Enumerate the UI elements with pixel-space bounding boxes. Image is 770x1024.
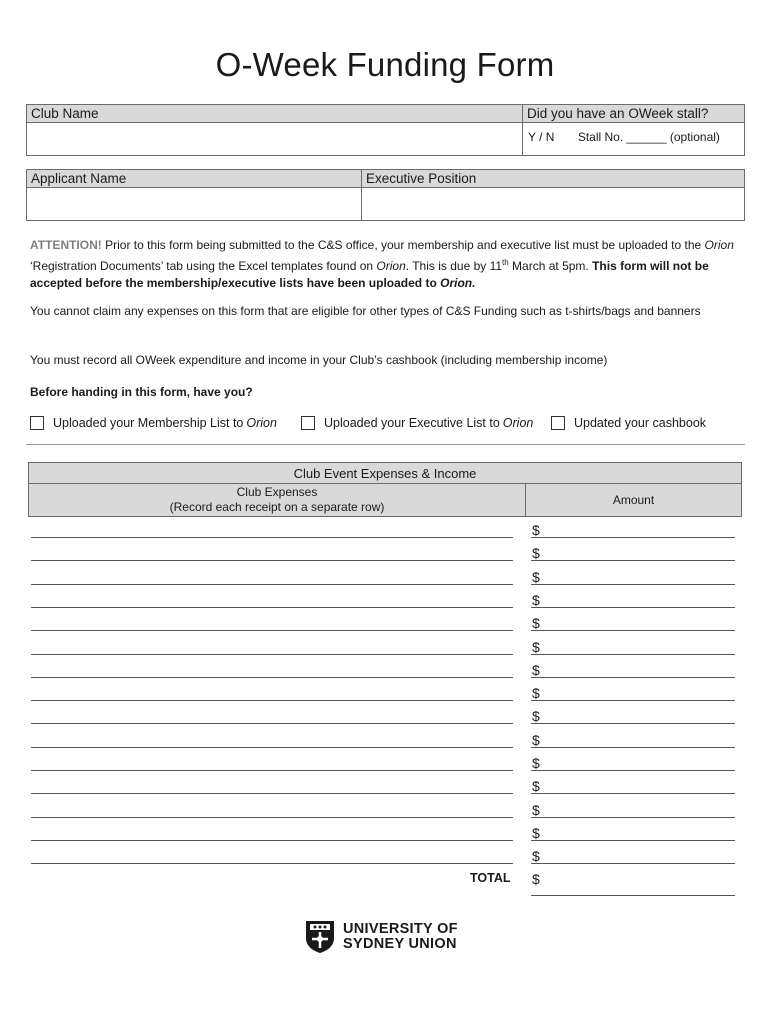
expense-amount-field[interactable] [531, 817, 735, 818]
crest-icon [305, 920, 335, 954]
expense-amount-field[interactable] [531, 770, 735, 771]
yn-text: Y / N [528, 130, 555, 144]
expense-amount-field[interactable] [531, 677, 735, 678]
amount-dollar: $ [532, 568, 540, 585]
expense-description-field[interactable] [31, 747, 513, 748]
orion-text: Orion [246, 416, 277, 430]
expense-description-field[interactable] [31, 677, 513, 678]
attention-label: ATTENTION! [30, 238, 102, 252]
amount-dollar: $ [532, 778, 540, 795]
amount-dollar: $ [532, 731, 540, 748]
total-label: TOTAL [470, 871, 511, 885]
expense-description-field[interactable] [31, 723, 513, 724]
expense-description-field[interactable] [31, 584, 513, 585]
expense-amount-field[interactable] [531, 840, 735, 841]
notice-text: ‘Registration Documents’ tab using the Excel templates found on [30, 259, 377, 273]
expense-description-field[interactable] [31, 630, 513, 631]
expense-amount-field[interactable] [531, 793, 735, 794]
amount-dollar: $ [532, 615, 540, 632]
check-executive-label: Uploaded your Executive List to [324, 416, 500, 430]
amount-dollar: $ [532, 708, 540, 725]
logo-line-1: UNIVERSITY OF [343, 921, 458, 937]
logo-line-2: SYDNEY UNION [343, 936, 457, 952]
total-dollar: $ [532, 871, 540, 887]
amount-header: Amount [526, 484, 742, 517]
amount-dollar: $ [532, 661, 540, 678]
orion-text: Orion [376, 259, 406, 273]
notice-cashbook: You must record all OWeek expenditure and income in your Club’s cashbook (including membership income) [30, 353, 608, 367]
expense-amount-field[interactable] [531, 747, 735, 748]
club-expenses-label: Club Expenses [236, 485, 318, 499]
club-expenses-note: (Record each receipt on a separate row) [169, 500, 385, 514]
amount-dollar: $ [532, 755, 540, 771]
expense-amount-field[interactable] [531, 584, 735, 585]
notice-bold-text: This form will not be accepted before the membership/executive lists have been uploaded to [30, 259, 709, 290]
expense-amount-field[interactable] [531, 700, 735, 701]
expense-description-field[interactable] [31, 560, 513, 561]
expense-amount-field[interactable] [531, 560, 735, 561]
amount-dollar: $ [532, 591, 540, 608]
expense-description-field[interactable] [31, 770, 513, 771]
expense-description-field[interactable] [31, 700, 513, 701]
expense-description-field[interactable] [31, 840, 513, 841]
expense-amount-field[interactable] [531, 537, 735, 538]
expense-description-field[interactable] [31, 607, 513, 608]
check-membership-label: Uploaded your Membership List to [53, 416, 244, 430]
expense-description-field[interactable] [31, 817, 513, 818]
amount-dollar: $ [532, 685, 540, 702]
orion-bold-text: Orion. [440, 276, 476, 290]
expense-description-field[interactable] [31, 654, 513, 655]
expense-amount-field[interactable] [531, 607, 735, 608]
orion-text: Orion [502, 416, 534, 430]
page-title: O-Week Funding Form [215, 46, 555, 83]
club-name-label: Club Name [27, 105, 523, 123]
stall-no-text: Stall No. ______ (optional) [577, 130, 720, 144]
executive-position-label: Executive Position [362, 170, 745, 188]
expense-amount-field[interactable] [531, 630, 735, 631]
orion-text: Orion [704, 238, 734, 252]
amount-dollar: $ [532, 824, 540, 841]
amount-dollar: $ [532, 522, 540, 538]
amount-dollar: $ [532, 801, 540, 818]
expense-description-field[interactable] [31, 863, 513, 864]
expenses-title: Club Event Expenses & Income [29, 463, 742, 484]
university-logo [305, 920, 458, 954]
expense-description-field[interactable] [31, 537, 513, 538]
expense-amount-field[interactable] [531, 723, 735, 724]
amount-dollar: $ [532, 638, 540, 655]
applicant-name-label: Applicant Name [27, 170, 362, 188]
stall-label: Did you have an OWeek stall? [523, 105, 745, 123]
expense-amount-field[interactable] [531, 654, 735, 655]
notice-text: March at 5pm. [508, 259, 593, 273]
notice-eligibility: You cannot claim any expenses on this form that are eligible for other types of C&S Funding such as t-shirts/bags and banners [30, 304, 701, 318]
amount-dollar: $ [532, 545, 540, 562]
checklist-heading: Before handing in this form, have you? [30, 385, 253, 399]
expense-amount-field[interactable] [531, 863, 735, 864]
total-amount-field[interactable] [531, 895, 735, 896]
notice-text: Prior to this form being submitted to the C&S office, your membership and executive list must be uploaded to the [101, 238, 705, 252]
notice-text: . This is due by 11 [405, 259, 503, 273]
amount-dollar: $ [532, 848, 540, 865]
superscript-th: th [502, 258, 509, 267]
check-cashbook-label: Updated your cashbook [574, 416, 707, 430]
expense-description-field[interactable] [31, 793, 513, 794]
